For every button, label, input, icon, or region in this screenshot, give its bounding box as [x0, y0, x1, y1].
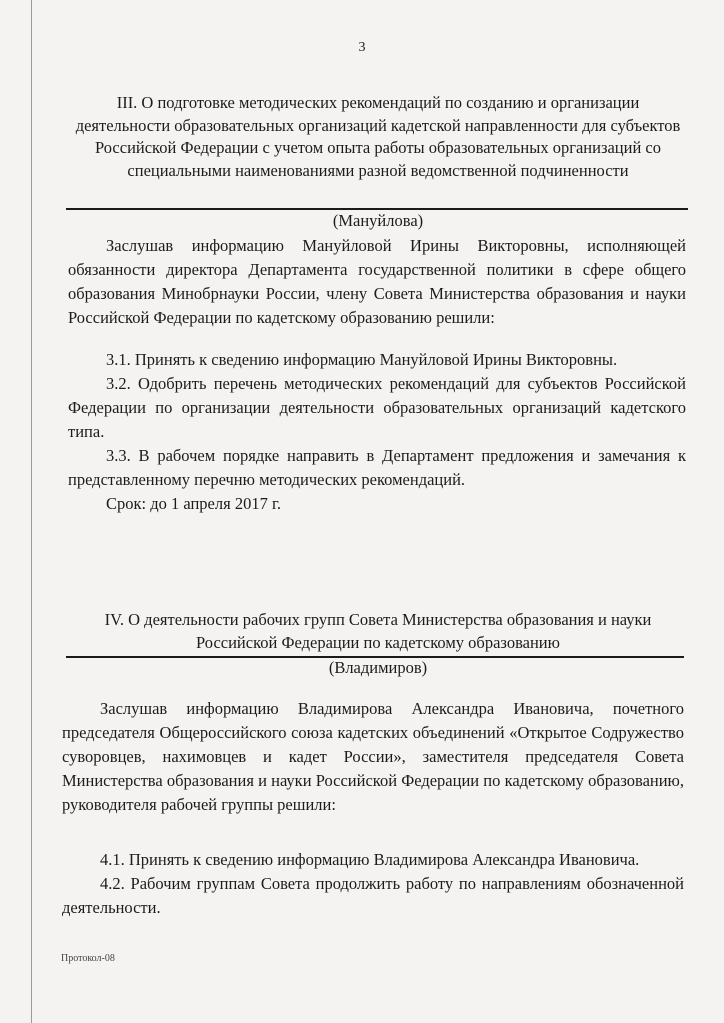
- section-3-item-2: 3.2. Одобрить перечень методических рекомендаций для субъектов Российской Федерации по организации деятельности образовательных организаций кадетского типа.: [68, 374, 686, 441]
- section-3-decisions: [68, 348, 686, 516]
- section-3-deadline: Срок: до 1 апреля 2017 г.: [106, 494, 281, 513]
- section-3-item-1: 3.1. Принять к сведению информацию Мануйловой Ирины Викторовны.: [106, 350, 618, 369]
- section-3-speaker: (Мануйлова): [332, 211, 424, 230]
- section-4-heading: IV. О деятельности рабочих групп Совета Министерства образования и науки Российской Федерации по кадетскому образованию: [104, 610, 652, 652]
- section-4-item-1: 4.1. Принять к сведению информацию Владимирова Александра Ивановича.: [100, 850, 640, 869]
- section-3-item-3: 3.3. В рабочем порядке направить в Департамент предложения и замечания к представленному перечню методических рекомендаций.: [68, 446, 686, 489]
- section-4-intro: Заслушав информацию Владимирова Александра Ивановича, почетного председателя Общероссийского союза кадетских объединений «Открытое Содружество суворовцев, нахимовцев и кадет России», заместителя председателя Совета Министерства образования и науки Российской Федерации по кадетскому образованию, руководителя рабочей группы решили:: [62, 699, 684, 814]
- section-4-intro-block: [62, 697, 684, 817]
- section-4-decisions: [62, 848, 684, 920]
- binding-margin-line: [31, 0, 32, 1023]
- section-3-rule: [66, 208, 688, 210]
- footer-protocol-label: Протокол-08: [61, 953, 115, 964]
- section-3-intro-block: [68, 234, 686, 330]
- section-3-heading: III. О подготовке методических рекомендаций по созданию и организации деятельности образовательных организаций кадетской направленности для субъектов Российской Федерации с учетом опыта работы образовательных организаций со специальными наименованиями разной ведомственной подчиненности: [75, 93, 681, 180]
- section-3-intro: Заслушав информацию Мануйловой Ирины Викторовны, исполняющей обязанности директора Департамента государственной политики в сфере общего образования Минобрнауки России, члену Совета Министерства образования и науки Российской Федерации по кадетскому образованию решили:: [68, 236, 686, 327]
- section-4-speaker: (Владимиров): [328, 658, 428, 677]
- section-4-item-2: 4.2. Рабочим группам Совета продолжить работу по направлениям обозначенной деятельности.: [62, 874, 684, 917]
- page-number: 3: [358, 40, 366, 55]
